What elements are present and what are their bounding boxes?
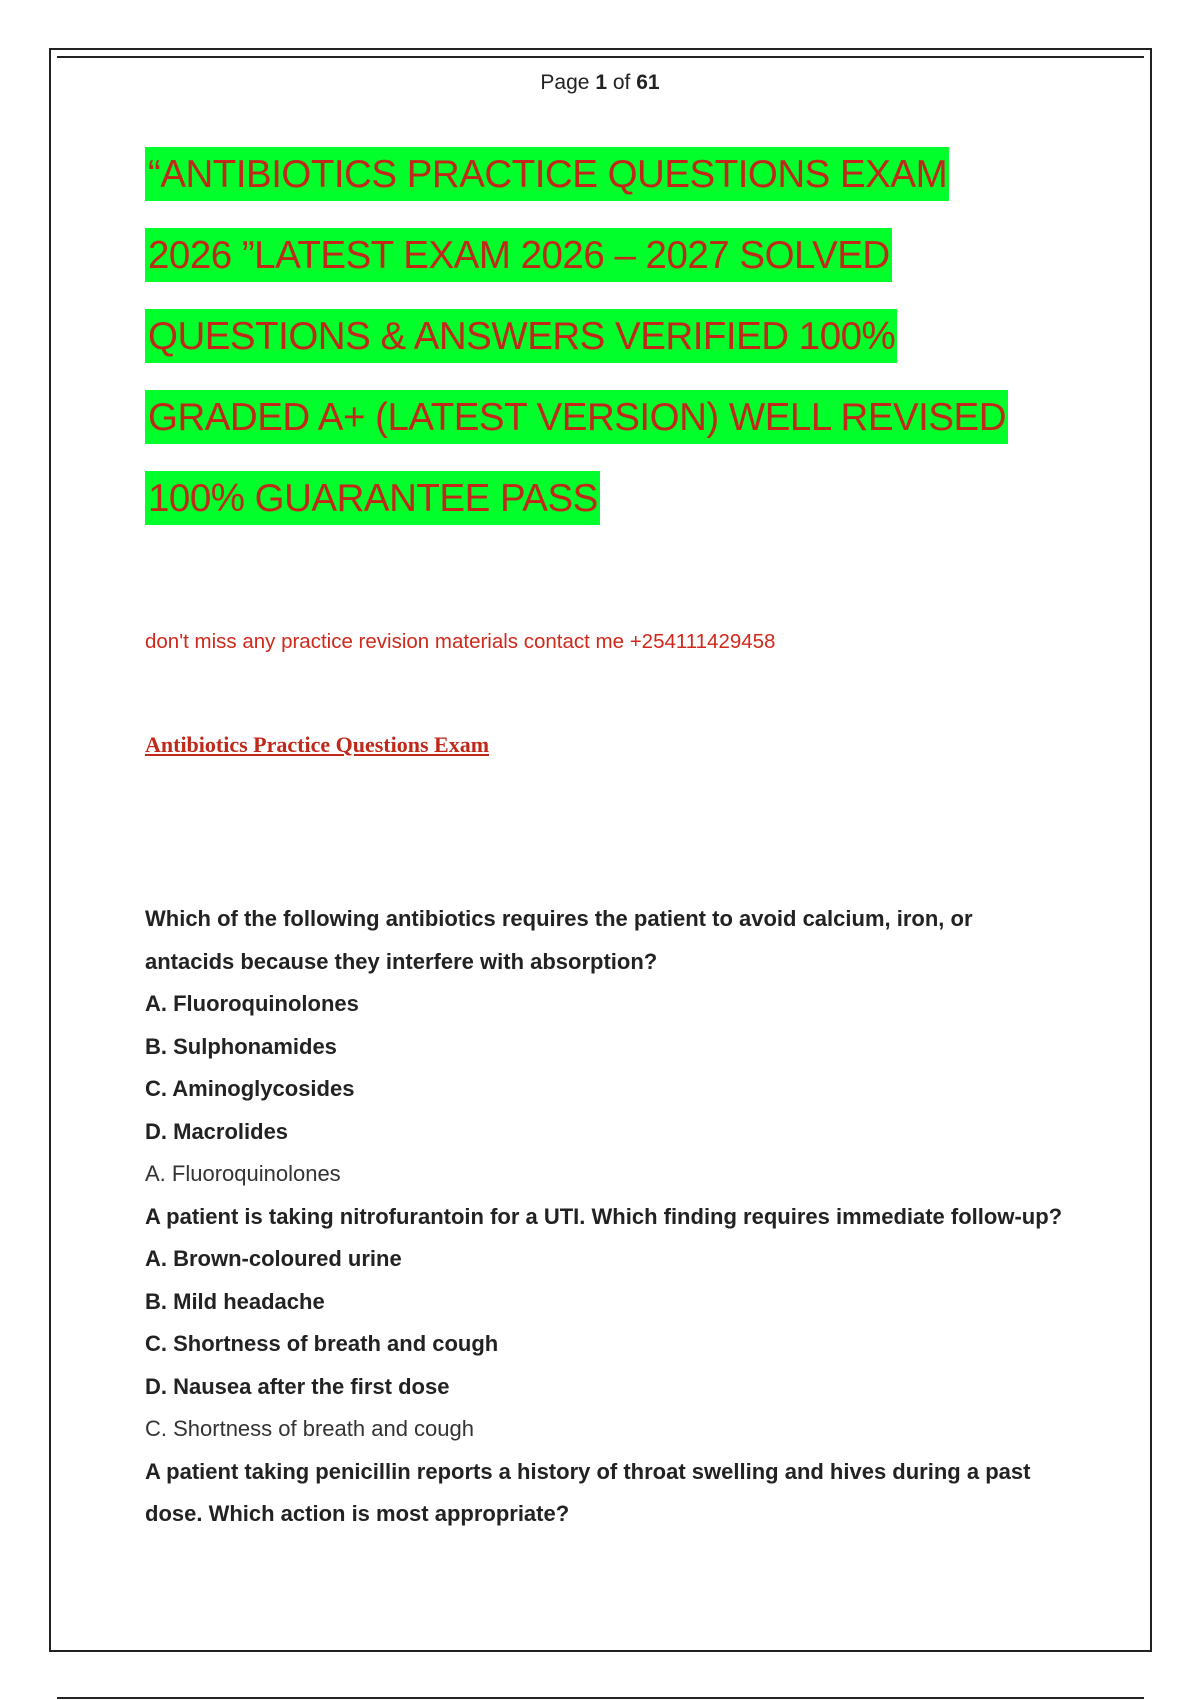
section-heading: Antibiotics Practice Questions Exam xyxy=(145,732,490,757)
answer-option: D. Nausea after the first dose xyxy=(145,1373,450,1399)
title-line-text: “ANTIBIOTICS PRACTICE QUESTIONS EXAM xyxy=(145,147,949,201)
page-number xyxy=(0,71,1200,95)
answer-option: B. Sulphonamides xyxy=(145,1033,337,1059)
contact-note: don't miss any practice revision materials contact me +254111429458 xyxy=(145,630,776,653)
title-line xyxy=(145,471,1008,552)
title-line xyxy=(145,309,1008,390)
title-line xyxy=(145,228,1008,309)
title-line xyxy=(145,390,1008,471)
answer-option: C. Shortness of breath and cough xyxy=(145,1331,499,1356)
document-title xyxy=(145,147,1008,552)
question-text: A patient is taking nitrofurantoin for a UTI. Which finding requires immediate follow-up? xyxy=(145,1203,1063,1229)
title-line-text: 100% GUARANTEE PASS xyxy=(145,471,600,525)
question-text: Which of the following antibiotics requires the patient to avoid calcium, iron, or antacids because they interfere with absorption? xyxy=(145,906,973,974)
answer-option: A. Brown-coloured urine xyxy=(145,1246,402,1271)
page-total: 61 xyxy=(636,71,660,94)
question-text: A patient taking penicillin reports a history of throat swelling and hives during a past dose. Which action is most appropriate? xyxy=(145,1458,1031,1526)
page-current: 1 xyxy=(595,71,607,94)
answer-option: D. Macrolides xyxy=(145,1118,289,1144)
title-line-text: QUESTIONS & ANSWERS VERIFIED 100% xyxy=(145,309,897,363)
page-of-label: of xyxy=(612,71,631,94)
answer-option: A. Fluoroquinolones xyxy=(145,991,359,1016)
page-label: Page xyxy=(540,71,590,94)
correct-answer: C. Shortness of breath and cough xyxy=(145,1416,474,1441)
title-line xyxy=(145,147,1008,228)
answer-option: C. Aminoglycosides xyxy=(145,1076,355,1101)
title-line-text: GRADED A+ (LATEST VERSION) WELL REVISED xyxy=(145,390,1008,444)
next-page-rule xyxy=(57,1697,1144,1699)
header-rule xyxy=(57,56,1144,58)
correct-answer: A. Fluoroquinolones xyxy=(145,1161,341,1186)
answer-option: B. Mild headache xyxy=(145,1288,325,1314)
title-line-text: 2026 ”LATEST EXAM 2026 – 2027 SOLVED xyxy=(145,228,892,282)
question-list xyxy=(145,898,1065,1536)
